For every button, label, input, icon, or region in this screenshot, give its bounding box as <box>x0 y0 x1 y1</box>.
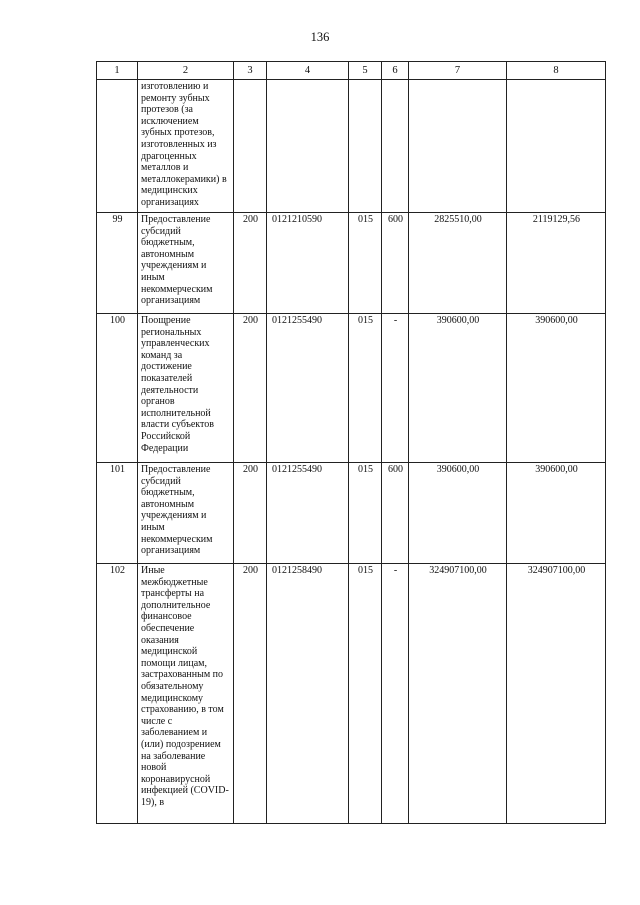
table-row <box>97 463 606 564</box>
row-number: 101 <box>97 463 138 564</box>
row-name: Предоставление субсидий бюджетным, автономным учреждениям и иным некоммерческим организациям <box>138 213 234 314</box>
row-number: 99 <box>97 213 138 314</box>
row-col4: 0121255490 <box>267 314 349 463</box>
row-number: 100 <box>97 314 138 463</box>
row-col4: 0121210590 <box>267 213 349 314</box>
row-col3: 200 <box>234 213 267 314</box>
row-name: Поощрение региональных управленческих команд за достижение показателей деятельности органов исполнительной власти субъектов Российской Федерации <box>138 314 234 463</box>
row-col6: 600 <box>382 213 409 314</box>
row-col6: - <box>382 314 409 463</box>
column-header: 7 <box>409 62 507 80</box>
column-header: 1 <box>97 62 138 80</box>
row-col5: 015 <box>349 463 382 564</box>
row-name: Предоставление субсидий бюджетным, автономным учреждениям и иным некоммерческим организациям <box>138 463 234 564</box>
row-col7: 2825510,00 <box>409 213 507 314</box>
row-col4: 0121258490 <box>267 564 349 824</box>
row-col5: 015 <box>349 213 382 314</box>
row-col8: 390600,00 <box>507 314 606 463</box>
row-col5: 015 <box>349 564 382 824</box>
row-col8: 324907100,00 <box>507 564 606 824</box>
row-name: Иные межбюджетные трансферты на дополнительное финансовое обеспечение оказания медицинской помощи лицам, застрахованным по обязательному медицинскому страхованию, в том числе с заболеванием и (или) подозрением на заболевание новой коронавирусной инфекцией (COVID-19), в <box>138 564 234 824</box>
row-number <box>97 80 138 213</box>
row-col8 <box>507 80 606 213</box>
row-col6 <box>382 80 409 213</box>
table-row <box>97 564 606 824</box>
table-row <box>97 213 606 314</box>
row-col7: 390600,00 <box>409 463 507 564</box>
row-col4: 0121255490 <box>267 463 349 564</box>
table-header-row <box>97 62 606 80</box>
row-col3: 200 <box>234 463 267 564</box>
column-header: 8 <box>507 62 606 80</box>
row-col5: 015 <box>349 314 382 463</box>
column-header: 2 <box>138 62 234 80</box>
row-col8: 390600,00 <box>507 463 606 564</box>
row-col3: 200 <box>234 564 267 824</box>
table-row <box>97 314 606 463</box>
row-col4 <box>267 80 349 213</box>
row-col3 <box>234 80 267 213</box>
column-header: 3 <box>234 62 267 80</box>
budget-table <box>96 61 606 824</box>
row-col6: - <box>382 564 409 824</box>
row-col7: 324907100,00 <box>409 564 507 824</box>
column-header: 4 <box>267 62 349 80</box>
column-header: 5 <box>349 62 382 80</box>
row-number: 102 <box>97 564 138 824</box>
row-col8: 2119129,56 <box>507 213 606 314</box>
page-number: 136 <box>310 30 330 44</box>
table-row <box>97 80 606 213</box>
row-col3: 200 <box>234 314 267 463</box>
row-name: изготовлению и ремонту зубных протезов (за исключением зубных протезов, изготовленных из драгоценных металлов и металлокерамики) в медицинских организациях <box>138 80 234 213</box>
row-col6: 600 <box>382 463 409 564</box>
row-col5 <box>349 80 382 213</box>
row-col7: 390600,00 <box>409 314 507 463</box>
column-header: 6 <box>382 62 409 80</box>
row-col7 <box>409 80 507 213</box>
